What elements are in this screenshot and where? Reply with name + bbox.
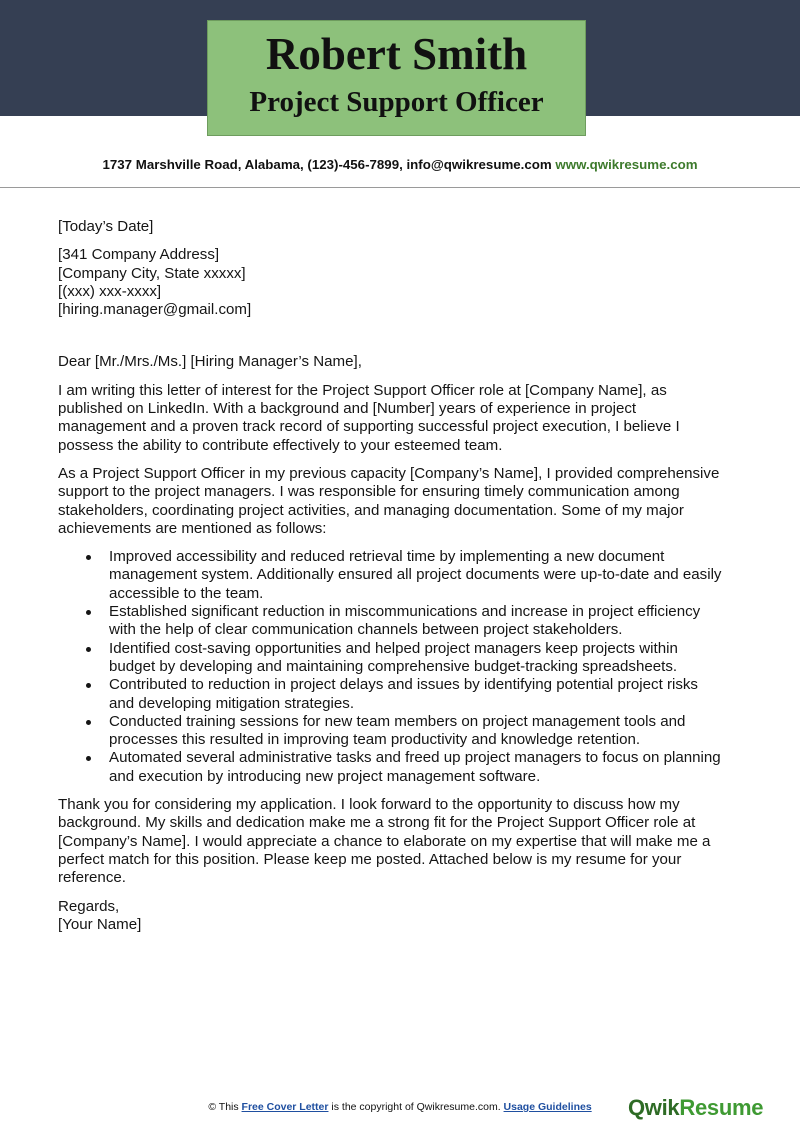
contact-line [0,156,800,174]
sign-off [58,898,748,935]
list-item: Conducted training sessions for new team members on project management tools and processes this resulted in improving team productivity and knowledge retention. [58,713,748,750]
list-item: Contributed to reduction in project delays and issues by identifying potential project risks and developing mitigation strategies. [58,676,748,713]
paragraph-intro: I am writing this letter of interest for the Project Support Officer role at [Company Name], as published on LinkedIn. With a background and [Number] years of experience in project management and a proven track record of supporting successful project execution, I believe I possess the ability to contribute effectively to your esteemed team. [58,381,680,454]
bullet-icon [86,683,91,688]
free-cover-letter-link[interactable]: Free Cover Letter [241,1101,329,1113]
list-item: Established significant reduction in miscommunications and increase in project efficiency with the help of clear communication channels between project stakeholders. [58,603,748,640]
header-divider [0,187,800,188]
recipient-line: [(xxx) xxx-xxxx] [58,282,162,300]
signature: [Your Name] [58,915,142,933]
name-box [207,20,586,136]
letter-date: [Today’s Date] [58,218,154,235]
achievements-list [58,548,748,786]
letter-body [58,218,748,934]
contact-details: 1737 Marshville Road, Alabama, (123)-456-7899, info@qwikresume.com [102,157,556,172]
bullet-icon [86,720,91,725]
recipient-line: [341 Company Address] [58,246,220,264]
bullet-icon [86,647,91,652]
list-item: Automated several administrative tasks and freed up project managers to focus on planning and execution by introducing new project management software. [58,749,748,786]
paragraph-experience: As a Project Support Officer in my previous capacity [Company’s Name], I provided comprehensive support to the project managers. I was responsible for ensuring timely communication among stakeholders, coordinating project activities, and managing documentation. Some of my major achievements are mentioned as follows: [58,464,720,537]
salutation: Dear [Mr./Mrs./Ms.] [Hiring Manager’s Name], [58,353,362,371]
list-item: Identified cost-saving opportunities and helped project managers keep projects within budget by developing and maintaining comprehensive budget-tracking spreadsheets. [58,640,748,677]
recipient-line: [hiring.manager@gmail.com] [58,301,252,319]
footer-copyright: © This Free Cover Letter is the copyright of Qwikresume.com. Usage Guidelines [208,1101,592,1113]
applicant-title: Project Support Officer [249,86,544,118]
bullet-icon [86,555,91,560]
qwikresume-logo: QwikResume [628,1095,764,1120]
paragraph-closing: Thank you for considering my application. I look forward to the opportunity to discuss how my background. My skills and dedication make me a strong fit for the Project Support Officer role at [Company’s Name]. I would appreciate a chance to elaborate on my expertise that will make me a perfect match for this position. Please keep me posted. Attached below is my resume for your reference. [58,796,711,887]
bullet-icon [86,756,91,761]
applicant-name: Robert Smith [265,29,528,79]
bullet-icon [86,610,91,615]
list-item: Improved accessibility and reduced retrieval time by implementing a new document management system. Additionally ensured all project documents were up-to-date and easily accessible to the team. [58,548,748,603]
recipient-address [58,246,748,319]
closing: Regards, [58,897,120,915]
website-link[interactable]: www.qwikresume.com [555,157,698,172]
usage-guidelines-link[interactable]: Usage Guidelines [503,1101,592,1113]
recipient-line: [Company City, State xxxxx] [58,264,246,282]
